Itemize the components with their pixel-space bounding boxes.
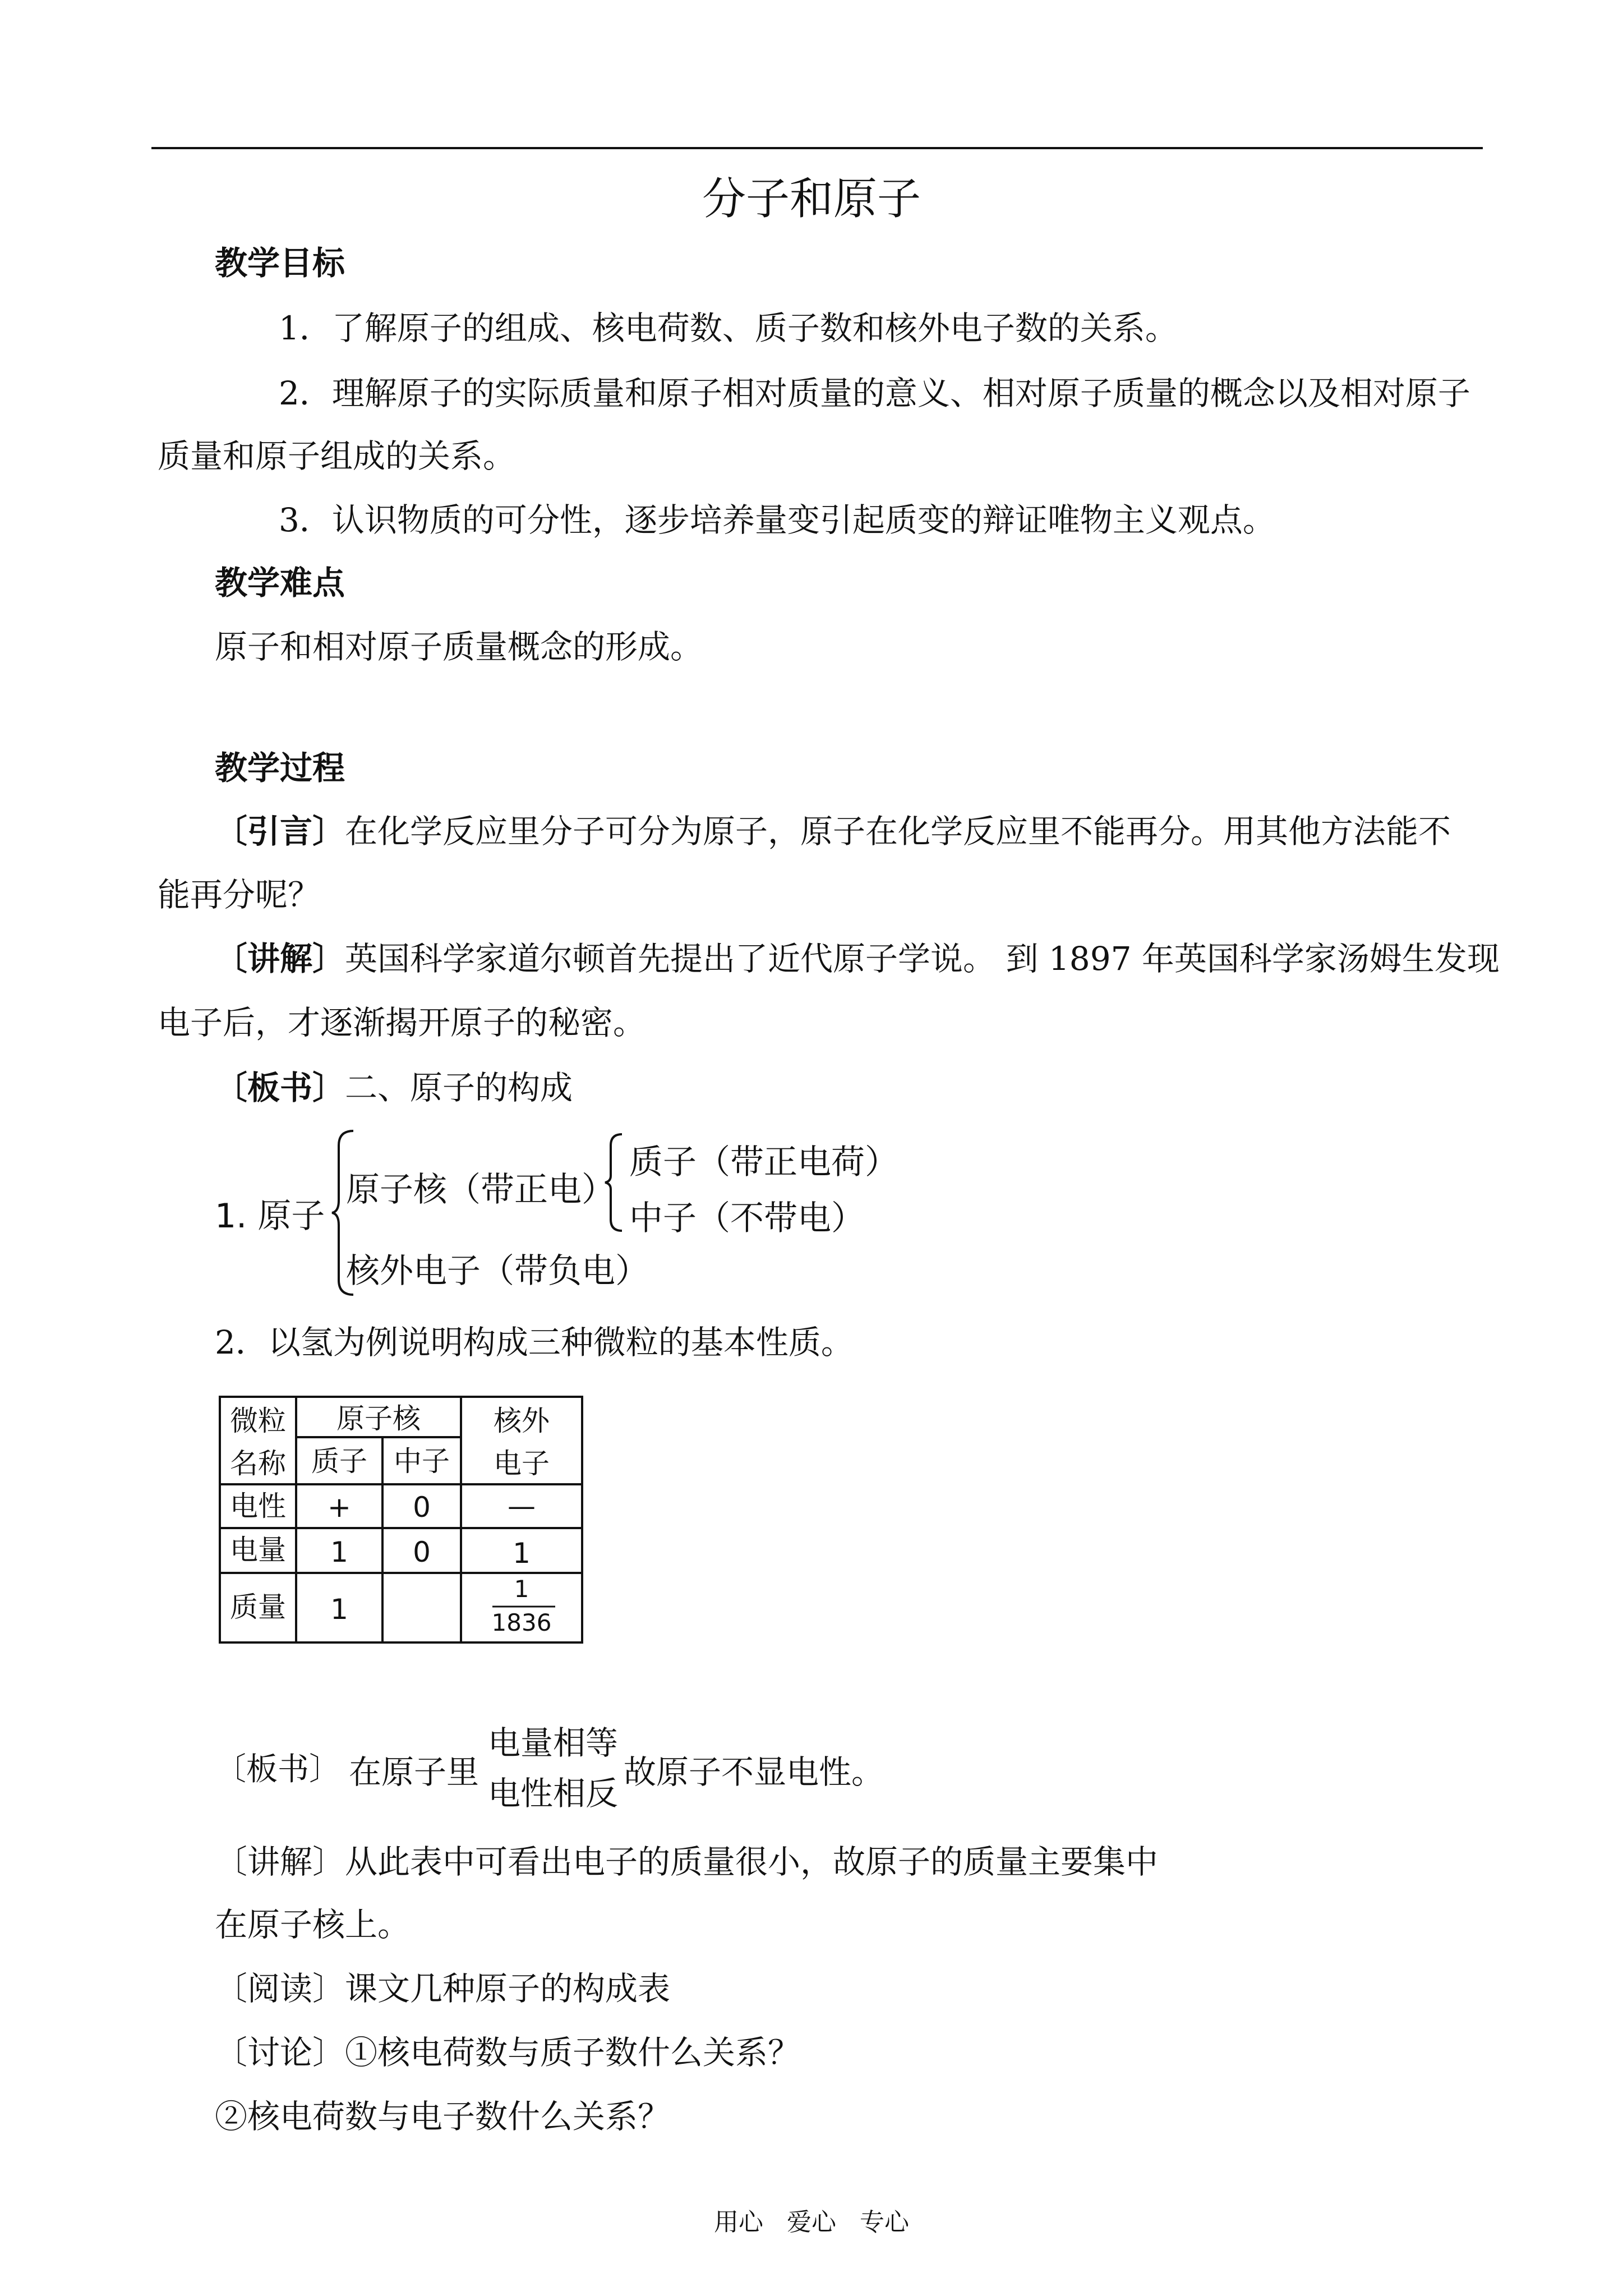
difficulty-heading: 教学难点 [215,564,345,602]
header-nucleus: 原子核 [336,1402,421,1435]
row-charge-sign-label: 电性 [230,1490,286,1522]
explain2-line1: 〔讲解〕从此表中可看出电子的质量很小，故原子的质量主要集中 [215,1843,1159,1881]
header-particle-2: 名称 [230,1447,286,1480]
intro-line2: 能再分呢？ [158,876,321,914]
board2-post: 故原子不显电性。 [624,1753,884,1791]
neutron-label: 中子（不带电） [629,1199,865,1238]
board2-tag: 〔板书〕 [215,1751,340,1788]
goal-2-line1: 2．理解原子的实际质量和原子相对质量的意义、相对原子质量的概念以及相对原子 [279,374,1470,412]
difficulty-text: 原子和相对原子质量概念的形成。 [215,628,703,666]
proton-label: 质子（带正电荷） [629,1143,898,1182]
explain-text: 英国科学家道尔顿首先提出了近代原子学说。 到 1897 年英国科学家汤姆生发现 [345,940,1500,978]
process-heading: 教学过程 [215,749,345,787]
page-title: 分子和原子 [702,174,921,224]
electron-charge-amount: 1 [513,1537,531,1570]
header-rule [151,147,1483,149]
header-outer-2: 电子 [494,1447,550,1480]
explain-line2: 电子后，才逐渐揭开原子的秘密。 [158,1004,646,1042]
explain-tag: 〔讲解〕 [215,940,345,978]
header-neutron: 中子 [394,1445,450,1478]
nucleus-brace [603,1132,626,1233]
item-2: 2．以氢为例说明构成三种微粒的基本性质。 [215,1323,854,1361]
header-proton: 质子 [311,1445,367,1478]
intro-line1 [215,812,1451,850]
diagram-prefix: 1. 原子 [215,1197,325,1236]
electron-charge-sign: — [508,1490,536,1522]
proton-charge-sign: + [328,1491,351,1524]
header-outer-1: 核外 [494,1405,550,1437]
electron-mass-denominator: 1836 [491,1609,552,1636]
electron-label: 核外电子（带负电） [346,1251,649,1291]
row-charge-amount-label: 电量 [230,1534,286,1566]
read-line: 〔阅读〕课文几种原子的构成表 [215,1970,671,2008]
board-tag: 〔板书〕 [215,1069,345,1107]
row-mass-label: 质量 [230,1591,286,1623]
intro-tag: 〔引言〕 [215,812,345,850]
intro-text: 在化学反应里分子可分为原子，原子在化学反应里不能再分。用其他方法能不 [345,812,1451,850]
neutron-charge-amount: 0 [413,1536,431,1568]
nucleus-label: 原子核（带正电） [346,1170,615,1209]
electron-mass-numerator: 1 [514,1575,529,1603]
goal-2-line2: 质量和原子组成的关系。 [158,437,516,475]
discuss-line2: ②核电荷数与电子数什么关系？ [215,2097,671,2136]
particle-properties-table [219,1396,583,1644]
proton-charge-amount: 1 [330,1536,348,1568]
board-text: 二、原子的构成 [345,1069,573,1107]
goals-heading: 教学目标 [215,244,345,282]
explain2-line2: 在原子核上。 [215,1906,411,1944]
goal-3: 3．认识物质的可分性，逐步培养量变引起质变的辩证唯物主义观点。 [279,501,1275,539]
board2-top: 电量相等 [488,1724,619,1762]
header-particle-1: 微粒 [230,1405,286,1437]
page-footer: 用心 爱心 专心 [714,2208,909,2237]
goal-1: 1．了解原子的组成、核电荷数、质子数和核外电子数的关系。 [279,309,1178,347]
board-line [215,1069,573,1107]
explain-line1 [215,940,1500,978]
neutron-charge-sign: 0 [413,1491,431,1524]
board2-bottom: 电性相反 [488,1774,619,1812]
proton-mass: 1 [330,1593,348,1626]
discuss-line1: 〔讨论〕①核电荷数与质子数什么关系？ [215,2033,801,2072]
board2-pre: 在原子里 [349,1753,479,1791]
